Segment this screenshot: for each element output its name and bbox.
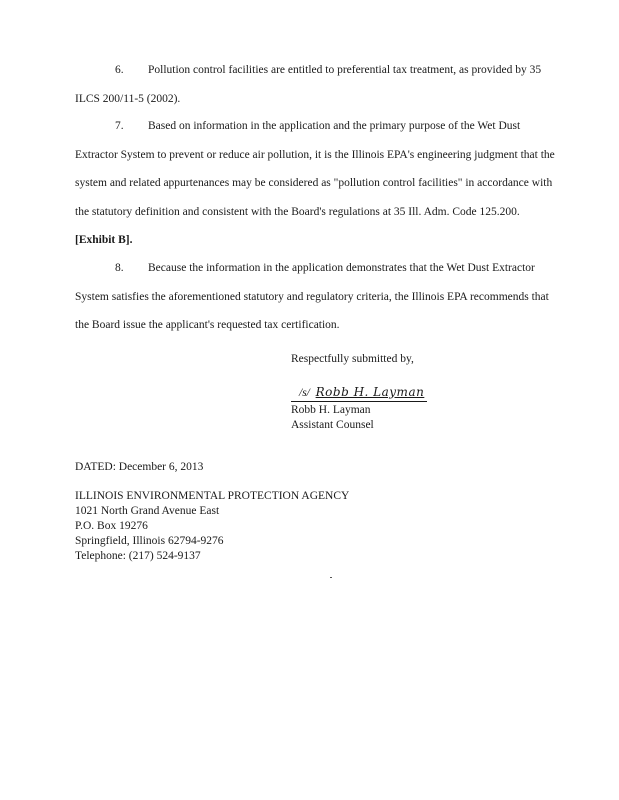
- signer-title: Assistant Counsel: [291, 419, 374, 431]
- agency-address-block: [75, 489, 349, 564]
- dated-line: DATED: December 6, 2013: [75, 461, 204, 473]
- scan-speck: [330, 577, 332, 578]
- signature-block: [291, 352, 427, 433]
- paragraph-text: Pollution control facilities are entitled to preferential tax treatment, as provided by 35 ILCS 200/11-5 (2002).: [75, 64, 542, 105]
- paragraph-number: 8.: [115, 262, 124, 274]
- signer-name: Robb H. Layman: [291, 404, 371, 416]
- agency-street: 1021 North Grand Avenue East: [75, 505, 220, 517]
- paragraph-number: 6.: [115, 64, 124, 76]
- signature-prefix: /s/: [299, 387, 310, 399]
- agency-name: ILLINOIS ENVIRONMENTAL PROTECTION AGENCY: [75, 490, 350, 502]
- handwritten-signature: Robb H. Layman: [315, 385, 425, 399]
- agency-po-box: P.O. Box 19276: [75, 520, 148, 532]
- paragraph-number: 7.: [115, 120, 124, 132]
- paragraph-7: [75, 112, 555, 255]
- signature-line: [291, 385, 427, 402]
- paragraph-8: [75, 254, 555, 340]
- closing-line: Respectfully submitted by,: [291, 353, 414, 365]
- exhibit-reference: [Exhibit B].: [75, 234, 133, 246]
- agency-city: Springfield, Illinois 62794-9276: [75, 535, 224, 547]
- agency-telephone: Telephone: (217) 524-9137: [75, 550, 201, 562]
- paragraph-6: [75, 56, 555, 113]
- paragraph-text: Because the information in the application demonstrates that the Wet Dust Extractor System satisfies the aforementioned statutory and regulatory criteria, the Illinois EPA recommends that the Board issue the applicant's requested tax certification.: [75, 262, 549, 331]
- paragraph-text: Based on information in the application and the primary purpose of the Wet Dust Extractor System to prevent or reduce air pollution, it is the Illinois EPA's engineering judgment that the system and related appurtenances may be considered as "pollution control facilities" in accordance with the statutory definition and consistent with the Board's regulations at 35 Ill. Adm. Code 125.200.: [75, 120, 555, 218]
